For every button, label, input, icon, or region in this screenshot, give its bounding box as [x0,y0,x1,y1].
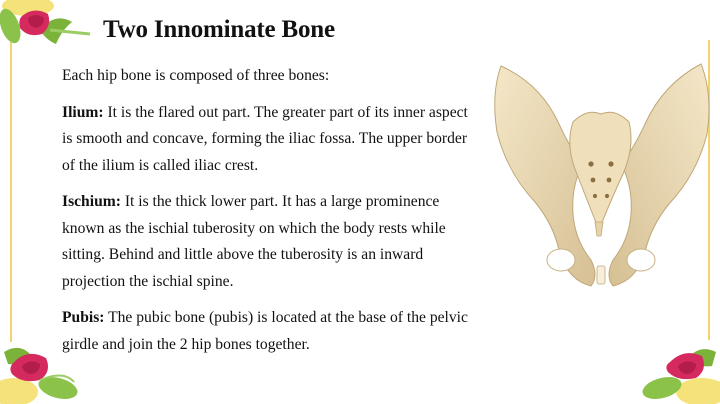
ilium-term: Ilium: [62,103,104,121]
pubis-paragraph [62,305,480,358]
ischium-term: Ischium: [62,193,121,210]
pubis-description: The pubic bone (pubis) is located at the base of the pelvic girdle and join the 2 hip bones together. [62,309,468,353]
pubis-term: Pubis: [62,309,105,326]
intro-text: Each hip bone is composed of three bones: [62,67,330,84]
slide-title: Two Innominate Bone [103,16,335,43]
ischium-description: It is the thick lower part. It has a large prominence known as the ischial tuberosity on which the body rests while sitting. Behind and little above the tuberosity is an inward projection the ischial spine. [62,193,446,290]
ilium-description: It is the flared out part. The greater part of its inner aspect is smooth and concave, forming the iliac fossa. The upper border of the ilium is called iliac crest. [62,103,468,174]
pelvis-illustration-icon [487,54,715,302]
ilium-paragraph [62,100,480,180]
rose-corner-icon [640,326,720,404]
pelvis-image [487,54,715,302]
rose-corner-icon [0,0,95,60]
frame-left-line [10,42,12,342]
ischium-paragraph [62,189,480,295]
slide-body [62,63,480,368]
